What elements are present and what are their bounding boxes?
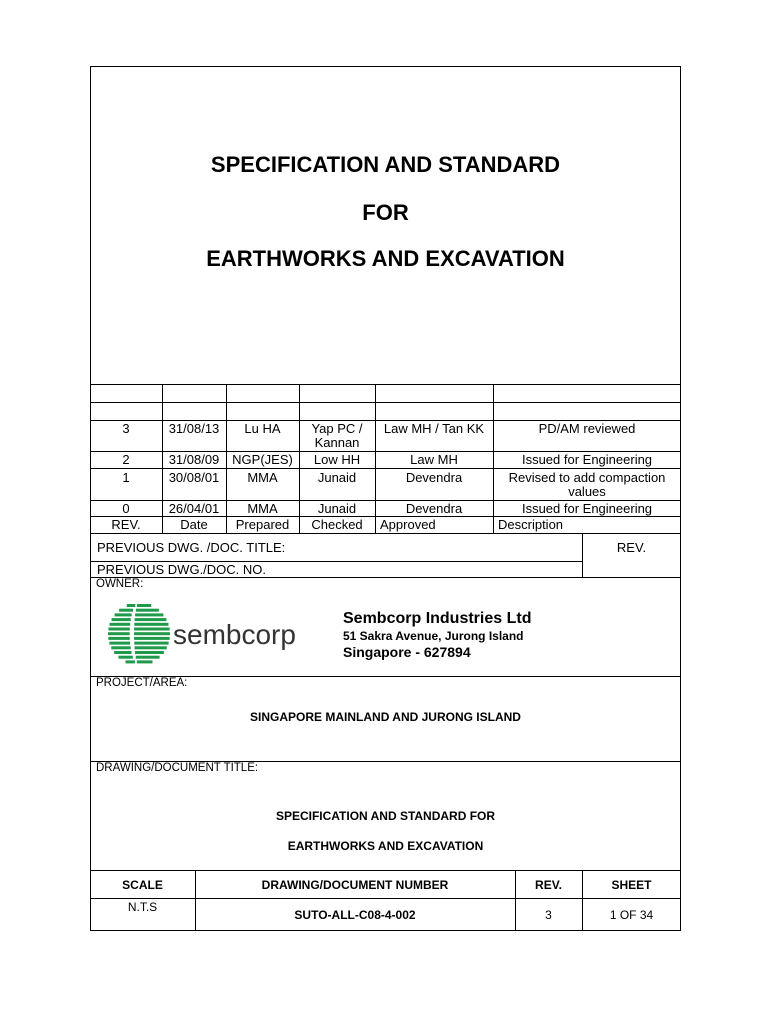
- previous-bottom-line: [90, 577, 681, 578]
- logo-stripe: [118, 656, 132, 659]
- logo-stripe: [137, 660, 153, 663]
- footer-number-label: DRAWING/DOCUMENT NUMBER: [261, 878, 449, 892]
- prepared-cell: NGP(JES): [232, 452, 293, 467]
- logo-stripe: [112, 618, 131, 621]
- footer-rev-value: 3: [545, 908, 552, 922]
- owner-address2: Singapore - 627894: [343, 644, 471, 660]
- drawing-title-label: DRAWING/DOCUMENT TITLE:: [96, 762, 259, 774]
- cover-title-line2: FOR: [362, 200, 409, 225]
- logo-stripe: [134, 642, 168, 645]
- approved-cell: Devendra: [405, 501, 463, 516]
- header-prepared: Prepared: [235, 517, 290, 532]
- logo-stripe: [111, 646, 130, 649]
- rev-cell: 0: [122, 501, 130, 516]
- logo-stripe: [109, 642, 130, 645]
- logo-stripe: [134, 623, 168, 626]
- logo-stripe: [114, 651, 131, 654]
- rev-cell: 3: [122, 421, 130, 436]
- date-cell: 31/08/13: [168, 421, 220, 436]
- footer-scale-value: N.T.S: [127, 900, 158, 914]
- owner-address1: 51 Sakra Avenue, Jurong Island: [343, 629, 524, 643]
- footer-header-line: [90, 898, 681, 899]
- previous-title-label: PREVIOUS DWG. /DOC. TITLE:: [97, 540, 286, 555]
- project-label: PROJECT/AREA:: [96, 677, 188, 689]
- rev-table-line: [90, 468, 681, 469]
- approved-cell: Law MH: [410, 452, 458, 467]
- header-description: Description: [498, 517, 564, 532]
- rev-cell: 1: [122, 470, 130, 485]
- logo-stripe: [115, 613, 132, 616]
- footer-scale-label: SCALE: [122, 878, 163, 892]
- prepared-cell: MMA: [247, 470, 278, 485]
- footer-rev-label: REV.: [535, 878, 562, 892]
- rev-table-top-line: [90, 384, 681, 385]
- logo-text: sembcorp: [173, 619, 296, 650]
- prepared-cell: Lu HA: [244, 421, 281, 436]
- checked-cell: Junaid: [317, 501, 357, 516]
- footer-sheet-value: 1 OF 34: [609, 908, 654, 922]
- logo-stripe: [127, 604, 136, 607]
- previous-no-label: PREVIOUS DWG./DOC. NO.: [97, 562, 267, 577]
- drawing-title-line2: EARTHWORKS AND EXCAVATION: [287, 839, 484, 853]
- logo-stripe: [134, 632, 170, 635]
- logo-stripe: [135, 613, 163, 616]
- cover-title-line3: EARTHWORKS AND EXCAVATION: [206, 246, 565, 271]
- checked-cell: Yap PC / Kannan: [311, 421, 363, 450]
- approved-cell: Devendra: [405, 470, 463, 485]
- logo-stripe: [137, 604, 151, 607]
- description-cell: Revised to add compaction values: [508, 470, 666, 499]
- footer-sheet-label: SHEET: [611, 878, 652, 892]
- header-approved: Approved: [380, 517, 436, 532]
- project-value: SINGAPORE MAINLAND AND JURONG ISLAND: [250, 710, 521, 724]
- logo-stripe: [110, 623, 131, 626]
- description-cell: Issued for Engineering: [521, 452, 653, 467]
- footer-number-value: SUTO-ALL-C08-4-002: [294, 908, 416, 922]
- description-cell: Issued for Engineering: [521, 501, 653, 516]
- owner-label: OWNER:: [96, 578, 144, 590]
- approved-cell: Law MH / Tan KK: [383, 421, 485, 436]
- logo-stripe: [136, 656, 160, 659]
- checked-cell: Junaid: [317, 470, 357, 485]
- rev-table-line: [90, 402, 681, 403]
- logo-stripe: [134, 637, 170, 640]
- owner-company: Sembcorp Industries Ltd: [343, 610, 532, 627]
- header-rev: REV.: [111, 517, 141, 532]
- rev-table-bottom-line: [90, 533, 681, 534]
- rev-cell: 2: [122, 452, 130, 467]
- logo-stripe: [135, 651, 164, 654]
- header-date: Date: [180, 517, 208, 532]
- drawing-title-line1: SPECIFICATION AND STANDARD FOR: [275, 809, 496, 823]
- logo-stripe: [108, 637, 129, 640]
- previous-rev-divider: [582, 533, 583, 577]
- date-cell: 26/04/01: [168, 501, 220, 516]
- logo-stripe: [108, 632, 130, 635]
- header-checked: Checked: [311, 517, 363, 532]
- prepared-cell: MMA: [247, 501, 278, 516]
- cover-title-line1: SPECIFICATION AND STANDARD: [210, 152, 561, 177]
- logo-stripe: [136, 609, 159, 612]
- logo-stripe: [135, 618, 167, 621]
- sembcorp-logo-icon: [111, 601, 296, 667]
- checked-cell: Low HH: [313, 452, 361, 467]
- title-bottom-line: [90, 870, 681, 871]
- date-cell: 31/08/09: [168, 452, 220, 467]
- date-cell: 30/08/01: [168, 470, 220, 485]
- description-cell: PD/AM reviewed: [538, 421, 636, 436]
- logo-stripe: [134, 628, 169, 631]
- logo-stripe: [119, 609, 133, 612]
- logo-stripe: [125, 660, 134, 663]
- previous-rev-label: REV.: [616, 540, 647, 555]
- logo-stripe: [108, 628, 129, 631]
- logo-stripe: [135, 646, 167, 649]
